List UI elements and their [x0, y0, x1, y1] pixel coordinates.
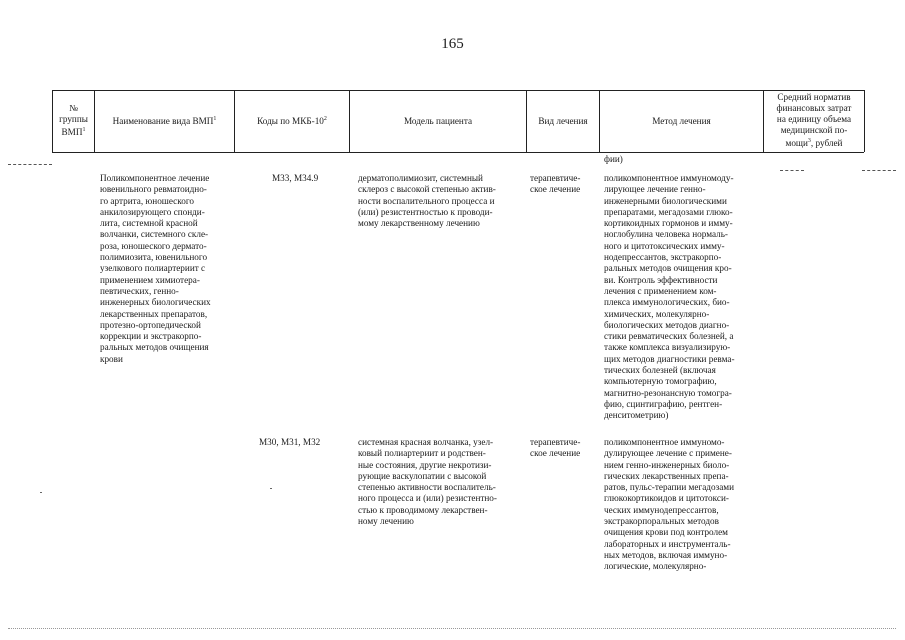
- row-treatment-method: поликомпонентное иммуномоду- лирующее лечение генно- инженерными биологическими препаратами, мегадозами глюко- кортикоидных гормонов и имму- ноглобулина человека нормаль- ного и цитотоксических имму- нодепрессантов, экстракорпо- ральных методов очищения кро- ви. Контроль эффективности лечения с применением ком- плекса иммунологических, био- химических, молекулярно- биологических методов диагно- стики ревматических болезней, а также комплекса визуализирую- щих методов диагностики ревма- тических болезней (включая компьютерную томографию, магнитно-резонансную томогра- фию, сцинтиграфию, рентген- денситометрию): [604, 173, 735, 421]
- page-number: 165: [441, 36, 464, 52]
- method-continuation: фии): [604, 154, 623, 164]
- table-header: [52, 90, 864, 152]
- row-patient-model: дерматополимиозит, системный склероз с высокой степенью актив- ности воспалительного процесса и (или) резистентностью к проводи- мому лекарственному лечению: [358, 173, 496, 229]
- header-icd-codes: Коды по МКБ-$10^2$: [257, 116, 327, 127]
- page-bottom-edge: [8, 628, 896, 629]
- header-group-number: № группы ВМП$^1$: [59, 103, 88, 138]
- scan-artifact: [862, 170, 896, 171]
- header-patient-model: Модель пациента: [403, 115, 473, 126]
- header-cost-norm: Средний норматив финансовых затрат на единицу объема медицинской по- мощи$^3$, рублей: [776, 92, 852, 149]
- scan-artifact: [270, 488, 272, 489]
- header-treatment-type: Вид лечения: [538, 115, 588, 126]
- header-treatment-method: Метод лечения: [652, 115, 711, 126]
- scan-artifact: [780, 170, 804, 171]
- header-vmp-name: Наименование вида ВМП$^1$: [112, 116, 217, 127]
- header-divider: [864, 90, 865, 152]
- scan-artifact: [8, 164, 52, 165]
- row-vmp-name: Поликомпонентное лечение ювенильного ревматоидно- го артрита, юношеского анкилозирующего спонди- лита, системной красной волчанки, системного скле- роза, юношеского дермато- полимиозита, ювенильного узелкового полиартериит с применением химиотера- певтических, генно- инженерных биологических лекарственных препаратов, протезно-ортопедической коррекции и экстракорпо- ральных методов очищения крови: [100, 173, 211, 364]
- row-treatment-method: поликомпонентное иммуномо- дулирующее лечение с примене- нием генно-инженерных биоло- гических лекарственных препа- ратов, пульс-терапии мегадозами глюкокортикоидов и цитотокси- ческих иммунодепрессантов, экстракорпоральных методов очищения крови под контролем лабораторных и инструменталь- ных методов, включая иммуно- логические, молекулярно-: [604, 437, 735, 572]
- row-icd-codes: M30, M31, M32: [259, 437, 321, 447]
- scan-artifact: [40, 492, 42, 493]
- row-treatment-type: терапевтиче- ское лечение: [530, 437, 581, 459]
- row-treatment-type: терапевтиче- ское лечение: [530, 173, 581, 195]
- row-icd-codes: M33, M34.9: [272, 173, 319, 183]
- row-patient-model: системная красная волчанка, узел- ковый полиартериит и родствен- ные состояния, другие некротизи- рующие васкулопатии с высокой степенью активности воспалитель- ного процесса и (или) резистентно- стью к проводимому лекарствен- ному лечению: [358, 437, 497, 527]
- header-bottom-border: [52, 152, 864, 153]
